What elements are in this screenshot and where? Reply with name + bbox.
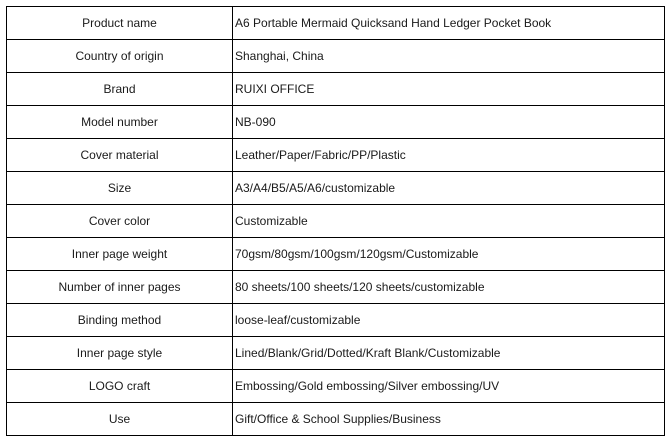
- table-row: [7, 370, 665, 403]
- spec-label-cover-material: Cover material: [7, 139, 233, 172]
- spec-label-use: Use: [7, 403, 233, 436]
- spec-value-use: Gift/Office & School Supplies/Business: [233, 403, 665, 436]
- spec-value-size: A3/A4/B5/A5/A6/customizable: [233, 172, 665, 205]
- table-row: [7, 106, 665, 139]
- product-spec-table: [6, 6, 665, 436]
- table-row: [7, 40, 665, 73]
- spec-value-binding-method: loose-leaf/customizable: [233, 304, 665, 337]
- table-row: [7, 304, 665, 337]
- spec-label-logo-craft: LOGO craft: [7, 370, 233, 403]
- table-row: [7, 205, 665, 238]
- spec-label-size: Size: [7, 172, 233, 205]
- spec-label-inner-page-weight: Inner page weight: [7, 238, 233, 271]
- spec-value-inner-page-weight: 70gsm/80gsm/100gsm/120gsm/Customizable: [233, 238, 665, 271]
- spec-label-cover-color: Cover color: [7, 205, 233, 238]
- table-row: [7, 403, 665, 436]
- spec-label-model-number: Model number: [7, 106, 233, 139]
- spec-label-product-name: Product name: [7, 7, 233, 40]
- spec-value-number-of-inner-pages: 80 sheets/100 sheets/120 sheets/customizable: [233, 271, 665, 304]
- spec-value-inner-page-style: Lined/Blank/Grid/Dotted/Kraft Blank/Customizable: [233, 337, 665, 370]
- table-row: [7, 238, 665, 271]
- spec-value-model-number: NB-090: [233, 106, 665, 139]
- spec-value-product-name: A6 Portable Mermaid Quicksand Hand Ledger Pocket Book: [233, 7, 665, 40]
- table-row: [7, 337, 665, 370]
- spec-label-inner-page-style: Inner page style: [7, 337, 233, 370]
- spec-value-cover-color: Customizable: [233, 205, 665, 238]
- table-row: [7, 7, 665, 40]
- spec-label-number-of-inner-pages: Number of inner pages: [7, 271, 233, 304]
- spec-label-brand: Brand: [7, 73, 233, 106]
- spec-value-brand: RUIXI OFFICE: [233, 73, 665, 106]
- spec-value-cover-material: Leather/Paper/Fabric/PP/Plastic: [233, 139, 665, 172]
- table-row: [7, 271, 665, 304]
- table-row: [7, 139, 665, 172]
- table-row: [7, 172, 665, 205]
- spec-label-binding-method: Binding method: [7, 304, 233, 337]
- table-row: [7, 73, 665, 106]
- spec-value-logo-craft: Embossing/Gold embossing/Silver embossing/UV: [233, 370, 665, 403]
- spec-value-country-of-origin: Shanghai, China: [233, 40, 665, 73]
- spec-label-country-of-origin: Country of origin: [7, 40, 233, 73]
